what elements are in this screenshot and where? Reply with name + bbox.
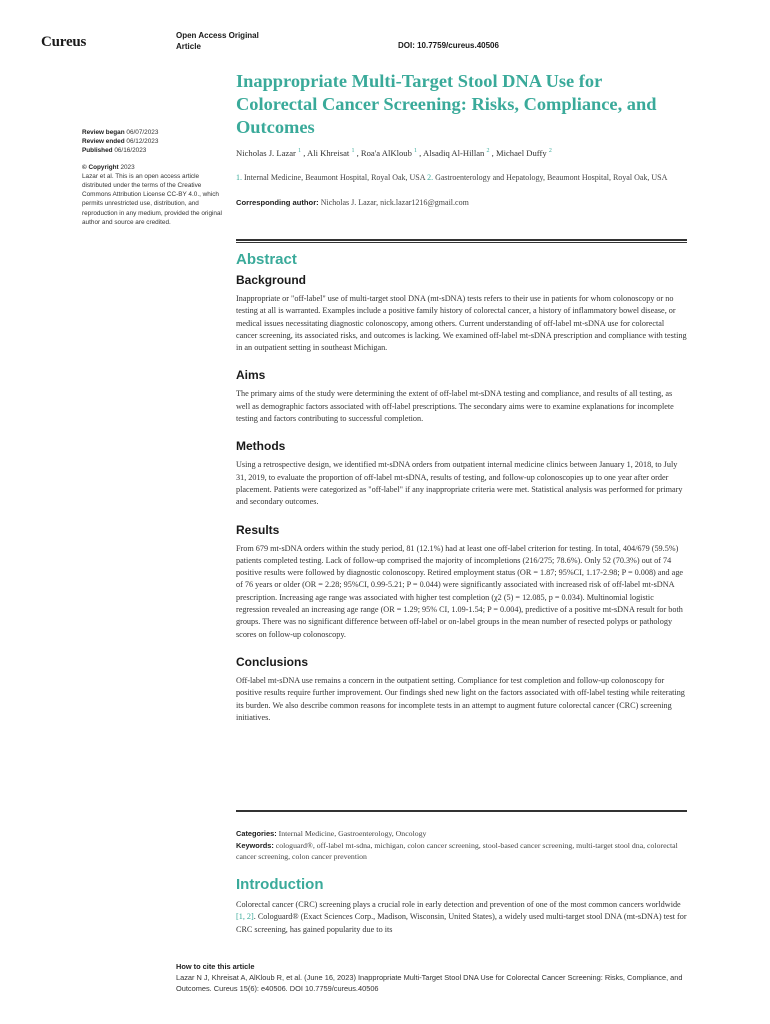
conclusions-text: Off-label mt-sDNA use remains a concern in the outpatient setting. Compliance for test completion and follow-up colonoscopy for positive results require further improvement. Our findings shed new light on the factors associated with off-label testing while reiterating its burden. We also describe common reasons for incomplete tests in an attempt to augment future colorectal cancer (CRC) screening initiatives. xyxy=(236,675,685,722)
how-to-cite xyxy=(176,961,716,994)
results-text: From 679 mt-sDNA orders within the study period, 81 (12.1%) had at least one off-label criterion for testing. In total, 404/679 (59.5%) patients completed testing. Lack of follow-up comprised the majority of incompletions (216/275; 78.6%). Only 52 (70.3%) out of 74 positive results were followed by diagnostic colonoscopy. Retired employment status (OR = 1.87; 95%CI, 1.17-2.98; P = 0.008) and age of 76 years or older (OR = 2.28; 95%CI, 0.99-5.21; P = 0.044) were significantly associated with increased risk of off-label mt-sDNA prescription. Increasing age range was associated with higher test completion (χ2 (5) = 12.085, p = 0.034). Multinomial logistic regression revealed an increasing age range (OR = 1.29; 95% CI, 1.09-1.54; P = 0.004), predictive of a positive mt-sDNA result for both groups. There was no significant difference between off-label or on-label groups in the mean number of resected polyps or pathology scores on follow-up colonoscopy. xyxy=(236,543,684,639)
methods-text: Using a retrospective design, we identified mt-sDNA orders from outpatient internal medicine clinics between January 1, 2018, to July 31, 2019, to evaluate the proportion of off-label mt-sDNA, results of testing, and follow-up colonoscopies up to one year after order placement. Patients were categorized as "off-label" if any inappropriate criteria were met. Statistical analysis was performed for primary and secondary outcomes. xyxy=(236,460,683,507)
corresponding-email[interactable]: Nicholas J. Lazar, nick.lazar1216@gmail.com xyxy=(320,197,469,207)
author[interactable]: Alsadiq Al-Hillan $^2$ xyxy=(423,148,490,158)
doi-header[interactable]: DOI: 10.7759/cureus.40506 xyxy=(398,41,499,50)
author[interactable]: Michael Duffy $^2$ xyxy=(495,148,552,158)
introduction-heading: Introduction xyxy=(236,876,324,893)
sidebar-metadata xyxy=(82,128,222,227)
article-title: Inappropriate Multi-Target Stool DNA Use for Colorectal Cancer Screening: Risks, Compliance, and Outcomes xyxy=(236,71,657,137)
introduction-text: Colorectal cancer (CRC) screening plays a crucial role in early detection and prevention of one of the most common cancers worldwide [1, 2]. Cologuard® (Exact Sciences Corp., Madison, Wisconsin, United States), a widely used multi-target stool DNA (mt-sDNA) test for CRC screening, has gained popularity due to its xyxy=(236,900,687,934)
background-heading: Background xyxy=(236,273,307,287)
author[interactable]: Ali Khreisat $^1$ xyxy=(307,148,355,158)
review-began: Review began 06/07/2023 xyxy=(82,129,159,136)
journal-logo: Cureus xyxy=(41,34,87,50)
article-type-line2: Article xyxy=(176,41,201,51)
published-date: Published 06/16/2023 xyxy=(82,147,147,155)
article-type-line1: Open Access Original xyxy=(176,31,259,40)
results-heading: Results xyxy=(236,522,280,537)
citation-text: Lazar N J, Khreisat A, AlKloub R, et al. (June 16, 2023) Inappropriate Multi-Target Stool DNA Use for Colorectal Cancer Screening: Risks, Compliance, and Outcomes. Cureus 15(6): e40506. DOI 10.7759/cureus.40506 xyxy=(176,973,683,993)
author[interactable]: Roa'a AlKloub $^1$ xyxy=(360,148,418,158)
categories: Categories: Internal Medicine, Gastroenterology, Oncology xyxy=(236,829,427,838)
author[interactable]: Nicholas J. Lazar $^1$ xyxy=(236,148,302,158)
affiliations: 1. Internal Medicine, Beaumont Hospital, Royal Oak, USA 2. Gastroenterology and Hepatology, Beaumont Hospital, Royal Oak, USA xyxy=(236,173,668,182)
review-ended: Review ended 06/12/2023 xyxy=(82,138,159,146)
introduction-section xyxy=(236,876,687,936)
categories-keywords xyxy=(236,828,687,863)
divider-bottom xyxy=(236,810,687,812)
article-type xyxy=(176,31,286,52)
keywords: Keywords: cologuard®, off-label mt-sdna, michigan, colon cancer screening, stool-based cancer screening, multi-target stool dna, colorectal cancer screening, colon cancer prevention xyxy=(236,840,678,862)
author-list: Nicholas J. Lazar $^1$ , Ali Khreisat $^1$ , Roa'a AlKloub $^1$ , Alsadiq Al-Hillan $^2$ , Michael Duffy $^2$ xyxy=(236,148,552,158)
abstract-heading: Abstract xyxy=(236,251,297,268)
aims-heading: Aims xyxy=(236,368,266,383)
copyright: © Copyright 2023 Lazar et al. This is an open access article distributed under the terms of the Creative Commons Attribution License CC-BY 4.0., which permits unrestricted use, distribution, and reproduction in any medium, provided the original author and source are credited. xyxy=(82,163,222,226)
abstract-section xyxy=(236,251,687,724)
how-to-cite-heading: How to cite this article xyxy=(176,962,255,971)
article-header xyxy=(236,70,686,207)
license-text: Lazar et al. This is an open access article distributed under the terms of the Creative Commons Attribution License CC-BY 4.0., which permits unrestricted use, distribution, and reproduction in any medium, provided the original author and source are credited. xyxy=(82,172,222,226)
methods-heading: Methods xyxy=(236,439,286,454)
background-text: Inappropriate or "off-label" use of multi-target stool DNA (mt-sDNA) tests refers to their use in patients for whom colonoscopy or no testing at all is warranted. Examples include a positive family history of colorectal cancer, a history of inflammatory bowel disease, or medical issues necessitating diagnostic colonoscopy, among others. Current understanding of off-label mt-sDNA use for colorectal cancer screening, its associated risks, and outcomes is lacking. We examined off-label mt-sDNA prescription and compliance with testing in an outpatient setting in southeast Michigan. xyxy=(236,294,687,353)
aims-text: The primary aims of the study were determining the extent of off-label mt-sDNA testing and compliance, and results of all testing, as well as demographic factors associated with off-label prescriptions. The secondary aims were to examine explanations for incomplete testing and factors contributing to successful completion. xyxy=(236,389,674,424)
divider-top xyxy=(236,239,687,243)
citation-link[interactable]: [1, 2] xyxy=(236,912,254,922)
conclusions-heading: Conclusions xyxy=(236,654,309,669)
corresponding-author: Corresponding author: Nicholas J. Lazar, nick.lazar1216@gmail.com xyxy=(236,197,469,207)
